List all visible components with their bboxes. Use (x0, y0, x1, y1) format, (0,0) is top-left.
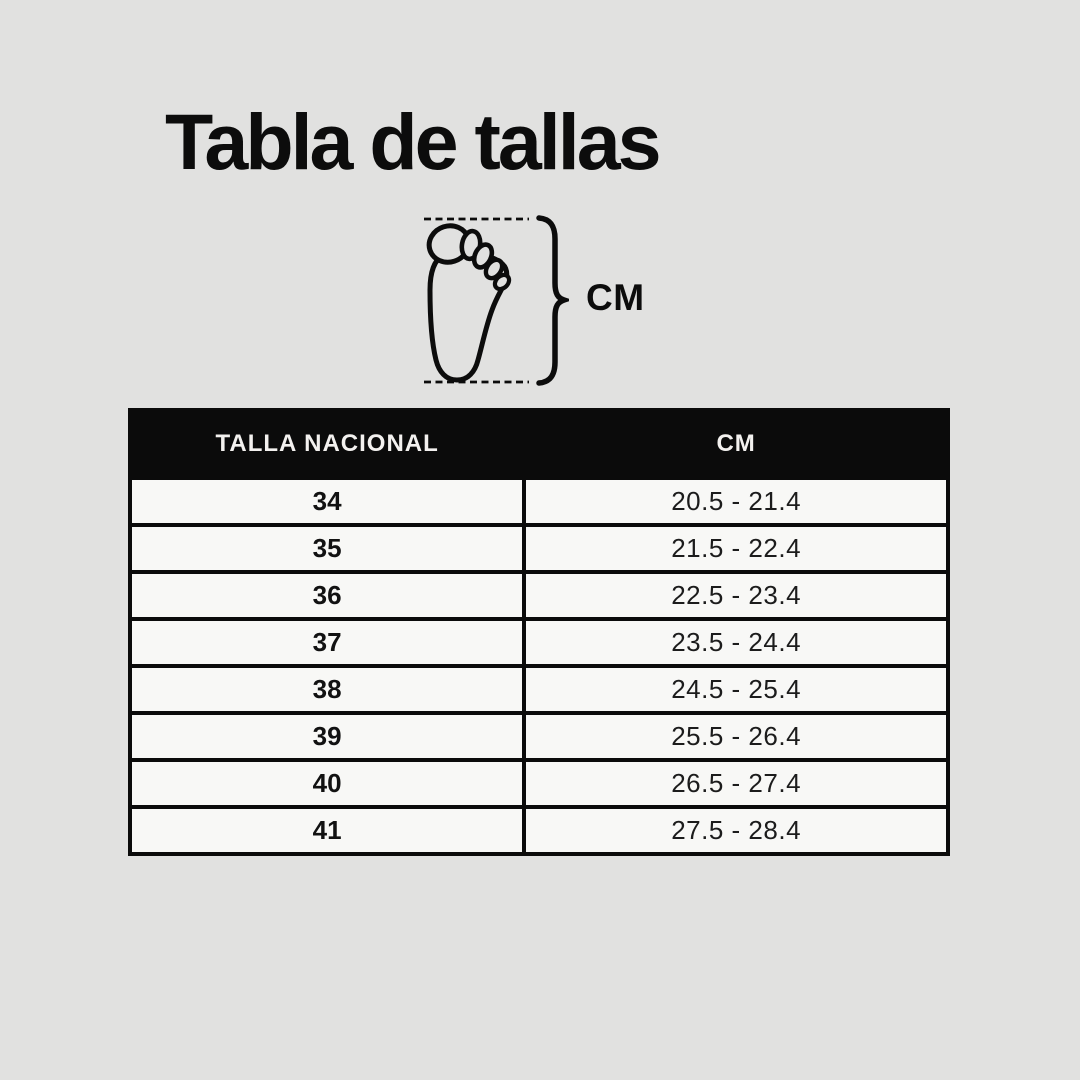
curly-brace-icon (539, 218, 564, 383)
cm-range: 27.5 - 28.4 (524, 807, 948, 854)
size-table (128, 408, 950, 856)
size-table-header-row (130, 410, 948, 478)
table-row (130, 619, 948, 666)
table-row (130, 807, 948, 854)
cm-range: 24.5 - 25.4 (524, 666, 948, 713)
cm-range: 25.5 - 26.4 (524, 713, 948, 760)
table-row (130, 666, 948, 713)
foot-measurement-illustration (412, 206, 645, 390)
cm-range: 26.5 - 27.4 (524, 760, 948, 807)
table-row (130, 760, 948, 807)
size-value: 34 (130, 478, 524, 525)
page-title: Tabla de tallas (165, 97, 659, 186)
size-value: 41 (130, 807, 524, 854)
size-value: 38 (130, 666, 524, 713)
size-value: 36 (130, 572, 524, 619)
cm-range: 21.5 - 22.4 (524, 525, 948, 572)
header-cm: CM (524, 410, 948, 478)
table-row (130, 713, 948, 760)
size-value: 40 (130, 760, 524, 807)
cm-unit-label: CM (586, 277, 645, 318)
foot-sole-icon (412, 206, 569, 390)
table-row (130, 572, 948, 619)
table-row (130, 525, 948, 572)
header-talla-nacional: TALLA NACIONAL (130, 410, 524, 478)
size-value: 35 (130, 525, 524, 572)
size-value: 39 (130, 713, 524, 760)
cm-range: 20.5 - 21.4 (524, 478, 948, 525)
cm-range: 22.5 - 23.4 (524, 572, 948, 619)
size-value: 37 (130, 619, 524, 666)
table-row (130, 478, 948, 525)
footprint-outline (424, 221, 511, 380)
cm-range: 23.5 - 24.4 (524, 619, 948, 666)
